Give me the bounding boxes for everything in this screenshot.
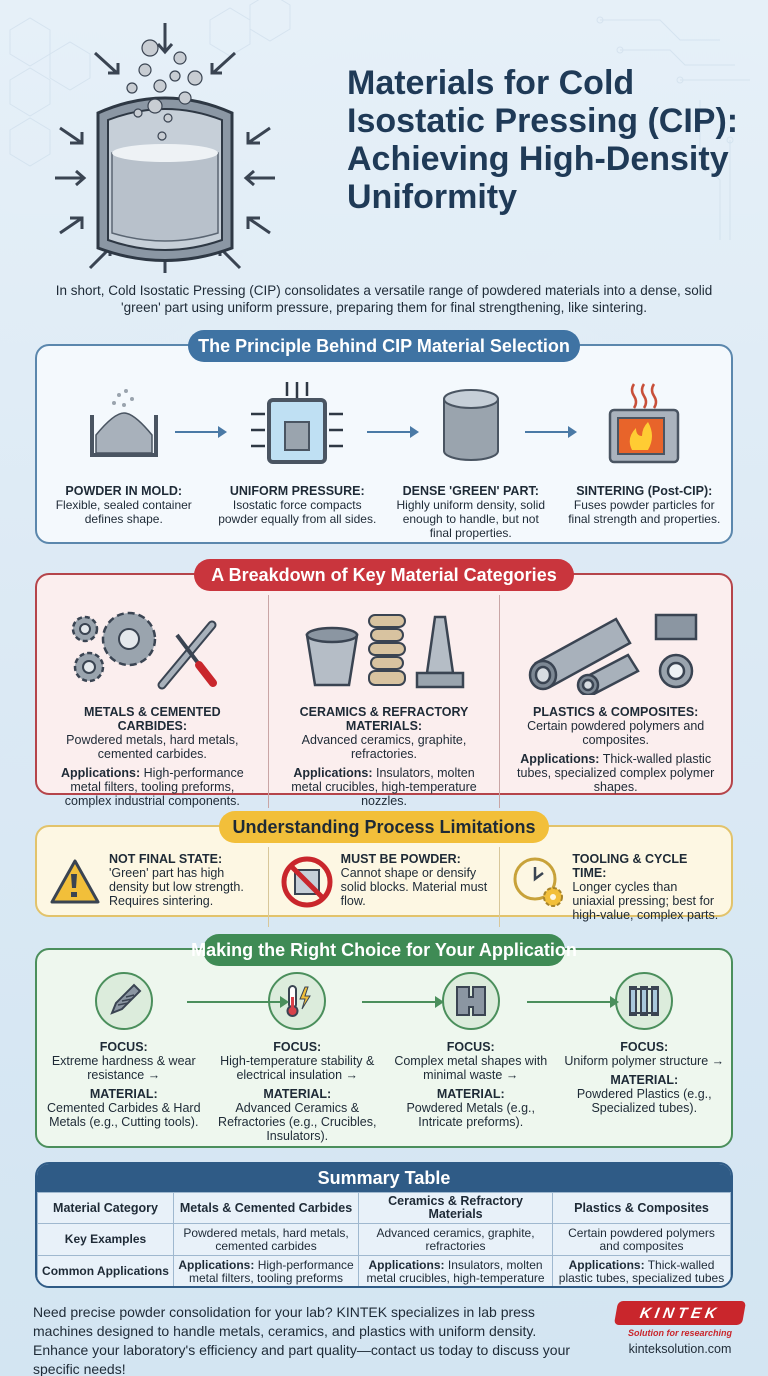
summary-table <box>37 1192 731 1288</box>
clock-gear-icon <box>511 855 565 909</box>
flow-arrow <box>187 1001 287 1003</box>
logo-badge: KINTEK <box>614 1301 746 1325</box>
choice-section <box>35 939 733 1148</box>
drill-bit-icon <box>106 983 142 1019</box>
page-title: Materials for Cold Isostatic Pressing (CIP): Achieving High-Density Uniformity <box>347 64 739 216</box>
category-ceramics: CERAMICS & REFRACTORY MATERIALS: Advanced ceramics, graphite, refractories. Applications: Insulators, molten metal crucibles, high-temperature nozzles. <box>269 595 501 808</box>
step-uniform-pressure: UNIFORM PRESSURE: Isostatic force compacts powder equally from all sides. <box>217 370 377 540</box>
flow-arrow <box>362 1001 442 1003</box>
footer-cta-text: Need precise powder consolidation for your lab? KINTEK specializes in lab press machines designed to handle metals, ceramics, and plastics with uniform density. Enhance your laboratory's efficiency and part quality—contact us today to discuss your specific needs! <box>33 1304 571 1376</box>
warning-icon <box>49 858 101 906</box>
ceramics-icon <box>299 605 469 695</box>
cip-mold-pressure-icon <box>50 18 280 278</box>
summary-title: Summary Table <box>37 1164 731 1192</box>
no-solid-block-icon <box>280 855 334 909</box>
limitation-not-final-state: NOT FINAL STATE: 'Green' part has high density but low strength. Requires sintering. <box>37 847 269 927</box>
step-sintering: SINTERING (Post-CIP): Fuses powder particles for final strength and properties. <box>564 370 724 540</box>
choice-ceramics: FOCUS: High-temperature stability & electrical insulation → MATERIAL: Advanced Ceramics & Refractories (e.g., Crucibles, Insulators). <box>217 972 377 1143</box>
website-link[interactable]: kinteksolution.com <box>628 1342 732 1356</box>
kintek-logo[interactable] <box>616 1301 744 1356</box>
furnace-icon <box>604 380 684 470</box>
step-powder-in-mold: POWDER IN MOLD: Flexible, sealed container defines shape. <box>44 370 204 540</box>
choice-carbides: FOCUS: Extreme hardness & wear resistance → MATERIAL: Cemented Carbides & Hard Metals (e.g., Cutting tools). <box>44 972 204 1143</box>
principle-title: The Principle Behind CIP Material Selection <box>188 330 580 362</box>
table-row: Key Examples Powdered metals, hard metals, cemented carbides Advanced ceramics, graphite, refractories Certain powdered polymers and composites <box>38 1224 731 1256</box>
category-plastics: PLASTICS & COMPOSITES: Certain powdered polymers and composites. Applications: Thick-walled plastic tubes, specialized complex polymer shapes. <box>500 595 731 808</box>
flow-arrow <box>527 1001 617 1003</box>
limitation-must-be-powder: MUST BE POWDER: Cannot shape or densify solid blocks. Material must flow. <box>269 847 501 927</box>
hero-section <box>0 0 768 280</box>
summary-table-section <box>35 1162 733 1288</box>
tubes-icon <box>526 605 706 695</box>
logo-tagline: Solution for researching <box>627 1328 732 1338</box>
flow-arrow <box>367 431 417 433</box>
categories-section <box>35 564 733 808</box>
categories-title: A Breakdown of Key Material Categories <box>194 559 574 591</box>
limitations-section <box>35 816 733 922</box>
principle-section <box>35 335 733 544</box>
choice-powdered-metals: FOCUS: Complex metal shapes with minimal waste → MATERIAL: Powdered Metals (e.g., Intricate preforms). <box>391 972 551 1143</box>
table-row: Common Applications Applications: High-performance metal filters, tooling preforms Applications: Insulators, molten metal crucibles, high-temperature Applications: Thick-walled plastic tubes, specialized tubes <box>38 1256 731 1288</box>
flow-arrow <box>175 431 225 433</box>
choice-plastics: FOCUS: Uniform polymer structure → MATERIAL: Powdered Plastics (e.g., Specialized tubes). <box>564 972 724 1143</box>
intro-text: In short, Cold Isostatic Pressing (CIP) consolidates a versatile range of powdered materials into a dense, solid 'green' part using uniform pressure, preparing them for final strengthening, like sintering. <box>55 283 713 315</box>
choice-title: Making the Right Choice for Your Application <box>203 934 565 966</box>
metal-shape-icon <box>453 983 489 1019</box>
step-dense-green-part: DENSE 'GREEN' PART: Highly uniform density, solid enough to handle, but not final properties. <box>391 370 551 540</box>
uniform-pressure-icon <box>247 380 347 470</box>
category-metals: METALS & CEMENTED CARBIDES: Powdered metals, hard metals, cemented carbides. Applications: High-performance metal filters, tooling preforms, complex industrial components. <box>37 595 269 808</box>
table-header-row: Material Category Metals & Cemented Carbides Ceramics & Refractory Materials Plastics & Composites <box>38 1193 731 1224</box>
limitation-tooling-cycle-time: TOOLING & CYCLE TIME: Longer cycles than uniaxial pressing; best for high-value, complex parts. <box>500 847 731 927</box>
green-part-icon <box>436 385 506 465</box>
flow-arrow <box>525 431 575 433</box>
powder-mold-icon <box>84 385 164 465</box>
gears-tools-icon <box>67 605 237 695</box>
limitations-title: Understanding Process Limitations <box>219 811 549 843</box>
polymer-structure-icon <box>626 983 662 1019</box>
